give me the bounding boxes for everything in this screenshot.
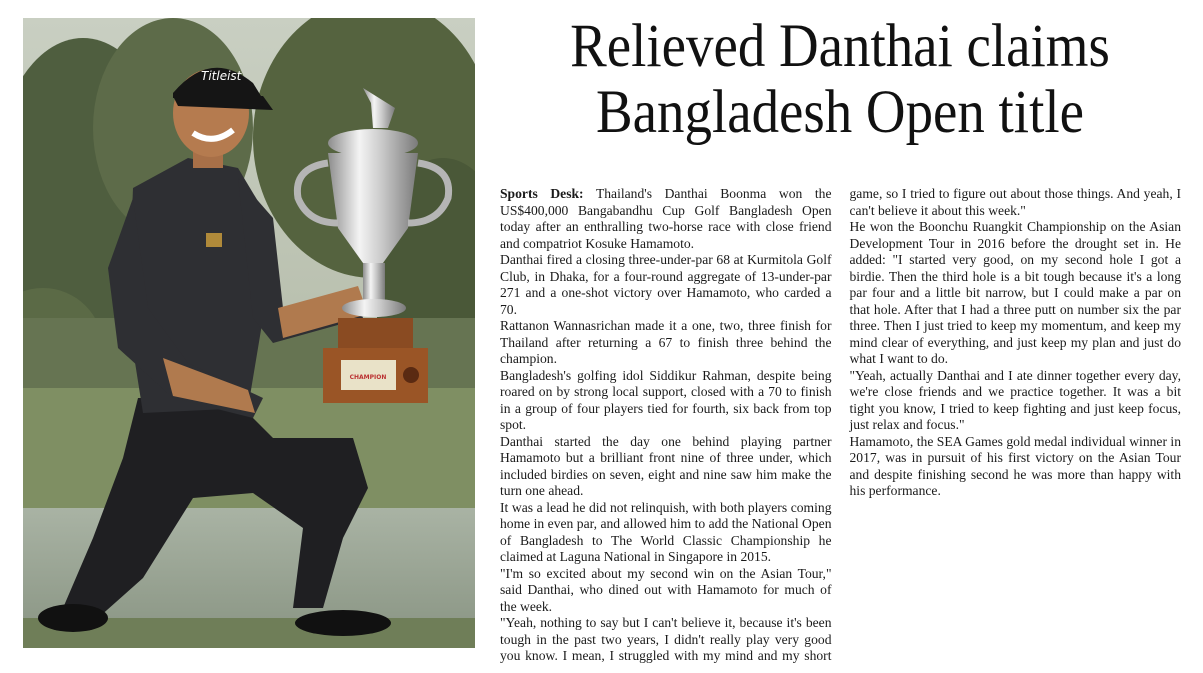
article-paragraph: "Yeah, nothing to say but I can't believe it, because it's been tough in the past two years, I didn't really play very good you know. I mean, I struggled with my mind and my short game, so I tried to figure out about those things. And yeah, I can't believe it about this week." — [500, 186, 1181, 663]
article-paragraph: Sports Desk: Thailand's Danthai Boonma won the US$400,000 Bangabandhu Cup Golf Bangladesh Open today after an enthralling two-horse race with close friend and compatriot Kosuke Hamamoto. — [500, 186, 832, 251]
headline-line-2: Bangladesh Open title — [596, 79, 1084, 146]
article-paragraph: "Yeah, actually Danthai and I ate dinner together every day, we're close friends and we practice together. It was a bit tight you know, I tried to keep fighting and just keep focus, just relax and focus." — [849, 367, 1181, 432]
headline-line-1: Relieved Danthai claims — [570, 13, 1110, 80]
article-headline — [530, 14, 1151, 146]
article-paragraph: Danthai fired a closing three-under-par 68 at Kurmitola Golf Club, in Dhaka, for a four-round aggregate of 13-under-par 271 and a one-shot victory over Hamamoto, who carded a 70. — [500, 252, 832, 317]
article-paragraph: Rattanon Wannasrichan made it a one, two, three finish for Thailand after returning a 67 to finish three behind the champion. — [500, 318, 832, 366]
article-paragraph: Hamamoto, the SEA Games gold medal individual winner in 2017, was in pursuit of his first victory on the Asian Tour and despite finishing second he was more than happy with his performance. — [849, 433, 1181, 498]
golfer-trophy-illustration — [23, 18, 475, 648]
news-photo-golfer-with-trophy — [23, 18, 475, 648]
shirt-logo — [206, 233, 222, 247]
cap-logo-text: Titleist — [201, 69, 242, 83]
article-paragraph: He won the Boonchu Ruangkit Championship on the Asian Development Tour in 2016 before the drought set in. He added: "I started very good, on my second hole I got a birdie. Then the third hole is a bit tough because it's a long par four and a little bit narrow, but I could make a par on that hole. After that I had a three putt on number six the par three. Then I just tried to keep my momentum, and keep my mind clear of everything, and just keep my plan and just do what I want to do. — [849, 219, 1181, 366]
article-paragraph: Bangladesh's golfing idol Siddikur Rahman, despite being roared on by strong local support, closed with a 70 to finish in a group of four players tied for fourth, six back from top spot. — [500, 367, 832, 432]
article-paragraph: Danthai started the day one behind playing partner Hamamoto but a brilliant front nine of three under, which included birdies on seven, eight and nine saw him make the turn one ahead. — [500, 433, 832, 498]
trophy-plaque-text: CHAMPION — [349, 374, 387, 381]
article-paragraph: It was a lead he did not relinquish, with both players coming home in even par, and allowed him to add the National Open of Bangladesh to The World Classic Championship he claimed at Laguna National in Singapore in 2015. — [500, 499, 832, 564]
article-dateline: Sports Desk: — [500, 186, 584, 201]
article-paragraph: "I'm so excited about my second win on the Asian Tour," said Danthai, who dined out with Hamamoto for much of the week. — [500, 565, 832, 614]
article-body — [500, 186, 1181, 668]
